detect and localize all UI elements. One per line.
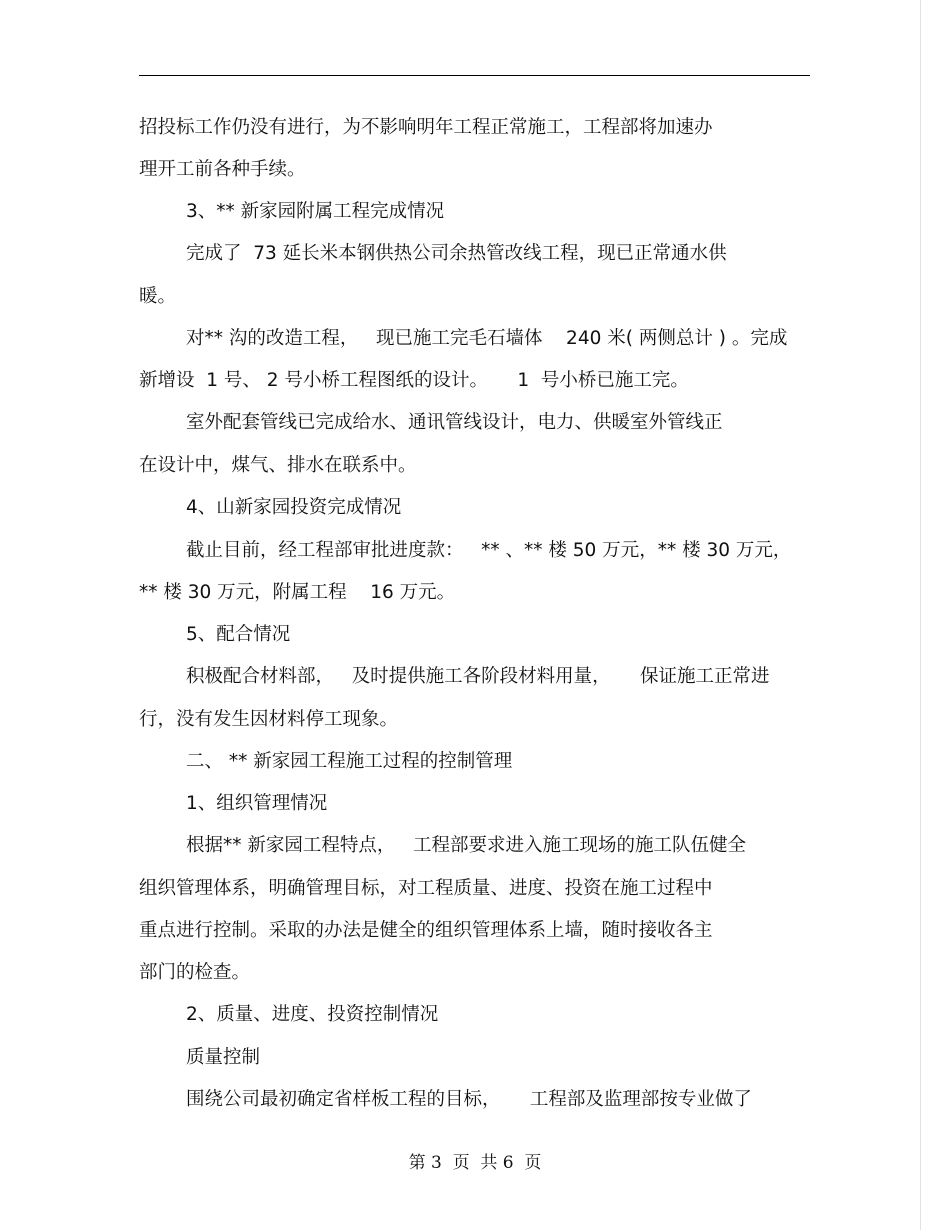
- text-line: 根据** 新家园工程特点， 工程部要求进入施工现场的施工队伍健全: [186, 835, 747, 856]
- text-line: 组织管理体系，明确管理目标，对工程质量、进度、投资在施工过程中: [139, 878, 713, 899]
- section-heading: 二、 ** 新家园工程施工过程的控制管理: [186, 751, 513, 772]
- text-line: 新增设 1 号、 2 号小桥工程图纸的设计。 1 号小桥已施工完。: [139, 370, 689, 391]
- page-number-footer: 第 3 页 共 6 页: [408, 1153, 542, 1173]
- text-line: 部门的检查。: [139, 962, 251, 983]
- text-line: 理开工前各种手续。: [139, 159, 306, 180]
- section-heading: 2、质量、进度、投资控制情况: [186, 1004, 439, 1025]
- section-heading: 3、** 新家园附属工程完成情况: [186, 201, 445, 222]
- section-heading: 质量控制: [186, 1047, 261, 1068]
- text-line: 截止目前，经工程部审批进度款： ** 、** 楼 50 万元，** 楼 30 万元，: [186, 540, 792, 561]
- section-heading: 4、山新家园投资完成情况: [186, 497, 402, 518]
- text-line: 重点进行控制。采取的办法是健全的组织管理体系上墙，随时接收各主: [139, 920, 713, 941]
- text-line: 积极配合材料部， 及时提供施工各阶段材料用量， 保证施工正常进: [186, 666, 770, 687]
- text-line: 室外配套管线已完成给水、通讯管线设计，电力、供暖室外管线正: [186, 412, 723, 433]
- header-rule: [139, 75, 810, 76]
- text-line: 完成了 73 延长米本钢供热公司余热管改线工程，现已正常通水供: [186, 243, 727, 264]
- text-line: 招投标工作仍没有进行，为不影响明年工程正常施工，工程部将加速办: [139, 117, 713, 138]
- text-line: 暖。: [139, 286, 177, 307]
- section-heading: 1、组织管理情况: [186, 793, 328, 814]
- text-line: 围绕公司最初确定省样板工程的目标， 工程部及监理部按专业做了: [186, 1089, 752, 1110]
- section-heading: 5、配合情况: [186, 624, 291, 645]
- text-line: 行，没有发生因材料停工现象。: [139, 709, 399, 730]
- page-edge: [920, 0, 921, 1230]
- text-line: ** 楼 30 万元，附属工程 16 万元。: [139, 582, 456, 603]
- text-line: 对** 沟的改造工程， 现已施工完毛石墙体 240 米( 两侧总计 ) 。完成: [186, 328, 788, 349]
- text-line: 在设计中，煤气、排水在联系中。: [139, 455, 417, 476]
